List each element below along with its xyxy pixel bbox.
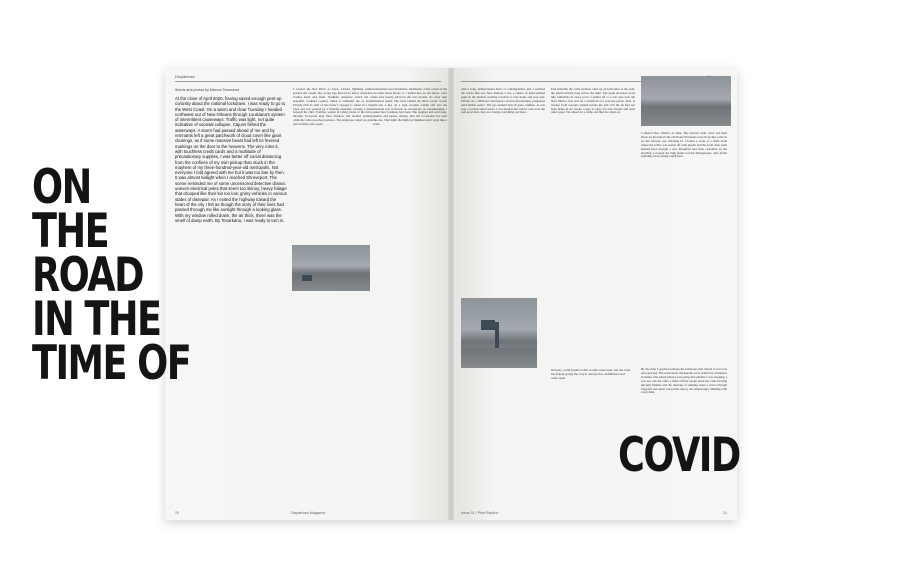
road-sign [302, 275, 312, 281]
byline: Words and photos by Marcus Townsend [175, 88, 239, 92]
body-column-1: I crossed the Red River at dawn. Various lightning strikes pricked the cloudy sky as big rigs heaved on heavy shoulders, washes flash and flash. Southern Arkansas struck me as beautiful, troubled country. Often it reminded me of South Florida with its rush of live bush. I stopped to refuel in a tiny town and was greeted by a friendly attendant wearing a mask beneath his chin. Families waited in idling trucks at the drive-through. Everyone kept their distance and nodded politely, while the radio preached patience. The landscape rolled on, pine and wetland, pine again. [293, 88, 373, 127]
landscape-photo [641, 76, 731, 126]
right-footer: Issue 01 / Print Replica [461, 511, 498, 515]
left-page [165, 68, 451, 520]
roadside-ground [461, 348, 537, 368]
left-header-rule [175, 81, 441, 82]
body-column-4: Past Amarillo the cattle feedlots came up on both sides of the road, the smell arriving long before the sight. The grain elevators stood like cathedrals in every town. I pulled off at a rest area near the New Mexico line and ate a sandwich at a concrete picnic table. A trucker from Georgia parked beside me and told me he had not been home in six weeks. Cargo is cargo, he said. People still need toilet paper. We talked for a while and then he rolled on. [551, 88, 635, 115]
body-column-5: I entered New Mexico at dusk. The horizon went violet and then black. In Tucumcari the old Route 66 motels were lit up like a movie set but nobody was checking in. I found a room at a chain hotel where the lobby was sealed off with plastic and the front desk clerk handed keys through a slot. Breakfast had been cancelled. In the morning I crossed the high plains toward Albuquerque, dust devils spinning across empty ranch land. [641, 132, 727, 159]
left-folio: 20 [175, 511, 179, 515]
left-footer: Dispatches Magazine [291, 511, 326, 515]
headline-right: COVID [618, 428, 740, 483]
spine-gutter [448, 68, 454, 520]
utility-pole [495, 322, 499, 348]
left-running-head: Dispatches [175, 74, 195, 79]
road-photo [292, 245, 370, 291]
body-column-3: with a long, uninterrupted drive of contemplation, and I watched the towns thin out. Near Denton I saw a cluster of hand-painted signs in the median warning travelers to stay home and stay safe. Further on, a billboard advertised a revival tent meeting, postponed until further notice. The gas stations had all gone cashless. At one stop a woman asked where I was headed and when I said west she said good luck, they are closing everything out there. [461, 88, 545, 115]
landscape-ground [641, 106, 731, 126]
body-column-2: Somewhere near Texarkana, Oklahoma, at the corner of the two-lane Texas Route 2, I pulled into an old motor court that had barely survived the last decade. Its neon sign flickered green. The clerk behind the thick acrylic screen slid me a key on a long wooden paddle and told me checkout was at eleven, no exceptions, no housekeeping. I asked how business had been. She laughed and said long-haulers and nurses, mostly, plus the occasional lost soul like me. That night the highway hummed and I slept like a stone. [373, 88, 447, 127]
right-folio: 21 [723, 511, 727, 515]
intro-paragraph: At the close of April 2020, having saved enough pent-up curiosity about the national lockdown, I was ready to go to the West Coast. On a warm and clear Tuesday I headed northwest out of New Orleans through Louisiana's system of intermittent causeways. Traffic was light, not quite indicative of societal collapse. Cajuns fished the waterways. A storm had passed ahead of me and by remnants left a great patchwork of cloud cover like giant clearings, as if some massive beast had left its fevered markings on the door to the heavens. The very roles it, with touchless credit cards and a multitude of precautionary supplies, I was better off social distancing from the confines of my own pickup than stuck in the mayhem of my three-hundred-year-old metropolis. Not everyone I told agreed with me but it was too late by then. It was almost twilight when I reached Shreveport. The scene reminded me of some uncensored detective drama: uneven electrical poles that seem too skinny, heavy foliage that drooped like their kin too low, grimy vehicles in various states of disrepair. As I exited the highway toward the heart of the city I felt as though the story of their lives had passed through me like sunlight through a looking glass. With my window rolled down, the air thick, there was the smell of damp earth. By Texarkana, I was ready to turn in. [175, 96, 287, 223]
body-column-6: By the time I reached Arizona the landscape had turned to red rock and open sky. The reservation checkpoints were staffed by volunteers in masks who asked where I was going and whether I was stopping. I was not. On the radio a tribal official spoke about the virus moving through families and the shortage of running water. I drove through Flagstaff and down toward the desert, the temperature climbing with every mile. [641, 368, 727, 395]
pull-quote: Nobody could predict what would come next, but the road itself kept going the way it always has, indifferent and wide open. [551, 368, 631, 381]
roadside-photo [461, 298, 537, 368]
headline-left: ON THE ROAD IN THE TIME OF [32, 160, 191, 391]
billboard [481, 320, 495, 330]
